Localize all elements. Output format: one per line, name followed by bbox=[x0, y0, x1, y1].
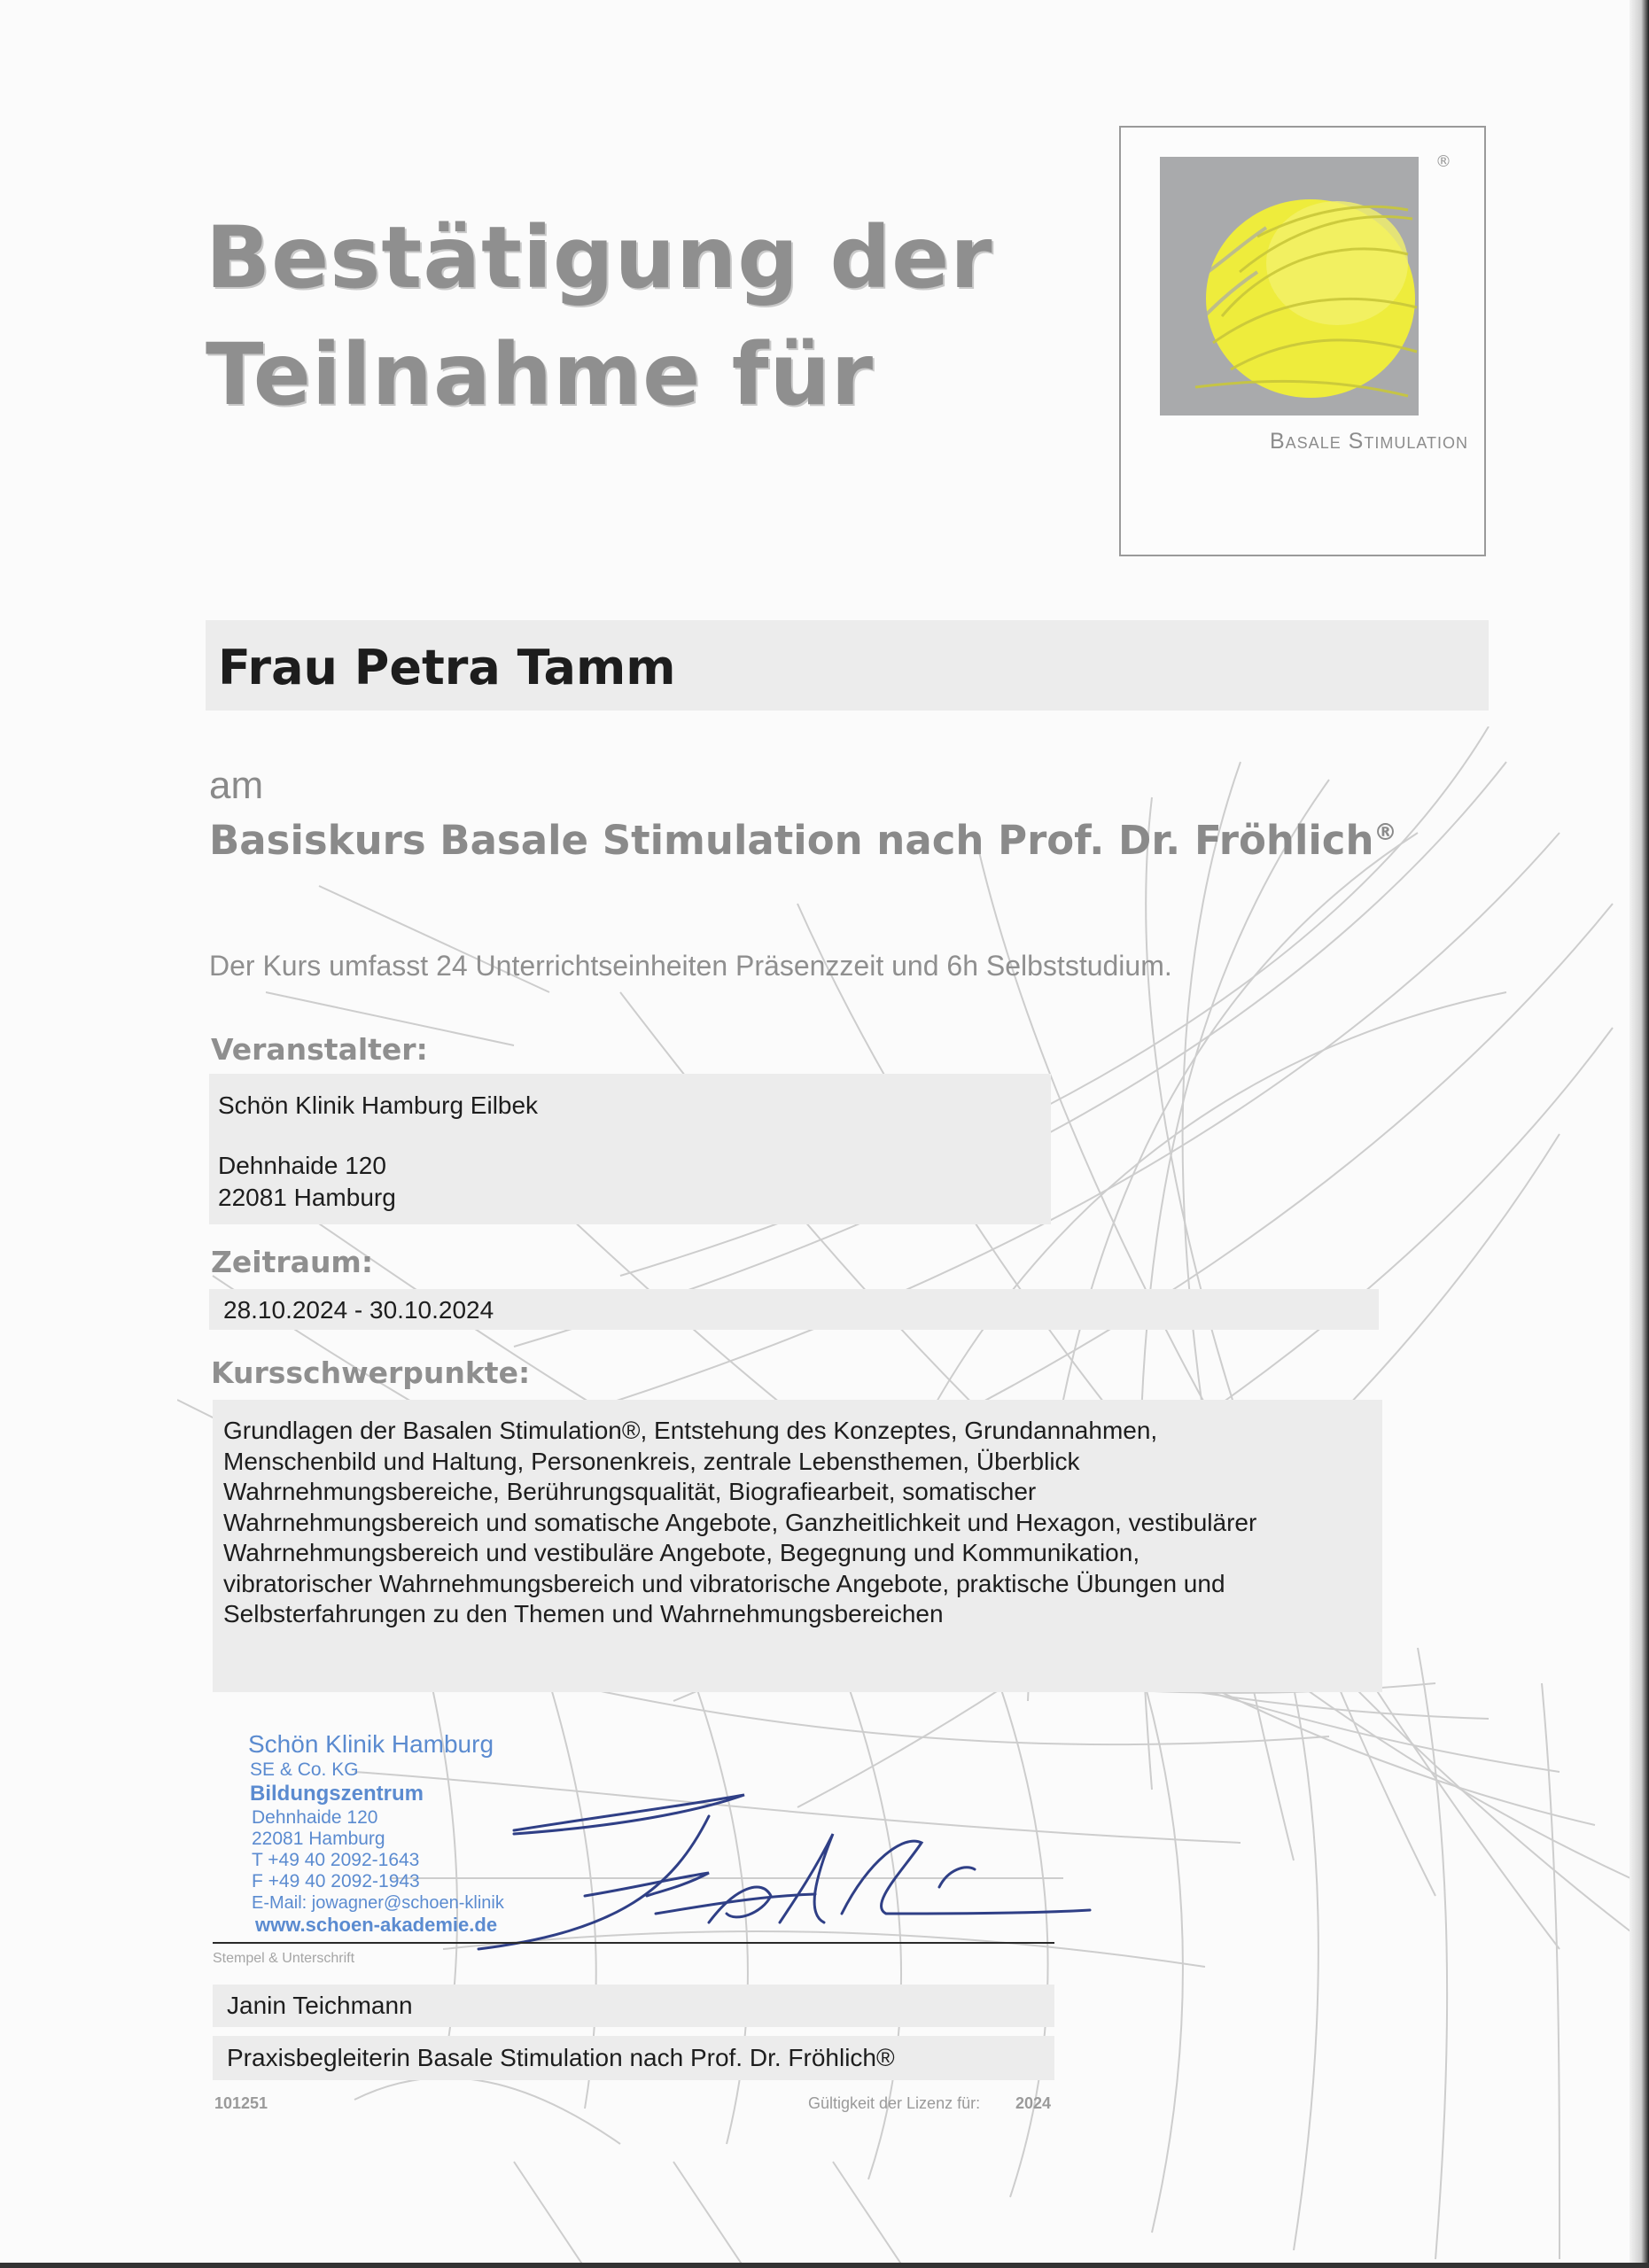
scan-edge-right bbox=[1630, 0, 1649, 2268]
period-label: Zeitraum: bbox=[211, 1245, 374, 1279]
stamp-line: Bildungszentrum bbox=[250, 1782, 424, 1806]
scan-edge-bottom bbox=[0, 2263, 1649, 2268]
participant-name: Frau Petra Tamm bbox=[218, 640, 676, 695]
stamp-line: T +49 40 2092-1643 bbox=[252, 1850, 420, 1870]
focus-line: Selbsterfahrungen zu den Themen und Wahrnehmungsbereichen bbox=[223, 1600, 944, 1627]
title-line-1: Bestätigung der bbox=[206, 208, 993, 307]
focus-text bbox=[223, 1416, 1375, 1630]
signature-caption: Stempel & Unterschrift bbox=[213, 1951, 355, 1966]
organizer-label: Veranstalter: bbox=[211, 1032, 428, 1067]
license-label: Gültigkeit der Lizenz für: bbox=[808, 2094, 981, 2112]
stamp-line: www.schoen-akademie.de bbox=[255, 1914, 498, 1936]
course-title-text: Basiskurs Basale Stimulation nach Prof. Dr. Fröhlich bbox=[209, 817, 1374, 864]
logo-text: Basale Stimulation bbox=[1270, 429, 1468, 454]
focus-line: Wahrnehmungsbereich und somatische Angebote, Ganzheitlichkeit und Hexagon, vestibulärer bbox=[223, 1508, 1257, 1536]
stamp-line: SE & Co. KG bbox=[250, 1759, 359, 1780]
course-scope-info: Der Kurs umfasst 24 Unterrichtseinheiten Präsenzzeit und 6h Selbststudium. bbox=[209, 950, 1172, 982]
organizer-street: Dehnhaide 120 bbox=[218, 1152, 386, 1179]
focus-line: Wahrnehmungsbereiche, Berührungsqualität, Biografiearbeit, somatischer bbox=[223, 1478, 1037, 1505]
course-preposition: am bbox=[209, 764, 264, 807]
organizer-name: Schön Klinik Hamburg Eilbek bbox=[218, 1091, 539, 1119]
title-line-2: Teilnahme für bbox=[206, 325, 875, 424]
focus-line: Wahrnehmungsbereich und vestibuläre Angebote, Begegnung und Kommunikation, bbox=[223, 1539, 1140, 1566]
focus-line: Grundlagen der Basalen Stimulation®, Entstehung des Konzeptes, Grundannahmen, bbox=[223, 1417, 1158, 1444]
registered-mark: ® bbox=[1435, 152, 1451, 171]
stamp-line: Dehnhaide 120 bbox=[252, 1807, 378, 1828]
stamp-line: Schön Klinik Hamburg bbox=[248, 1730, 494, 1758]
certificate-number: 101251 bbox=[214, 2094, 268, 2112]
focus-label: Kursschwerpunkte: bbox=[211, 1355, 531, 1390]
focus-line: vibratorischer Wahrnehmungsbereich und vibratorische Angebote, praktische Übungen und bbox=[223, 1569, 1225, 1597]
yellow-scribble-icon bbox=[1160, 157, 1419, 416]
stamp-line: 22081 Hamburg bbox=[252, 1829, 385, 1849]
stamp-line: F +49 40 2092-1943 bbox=[252, 1871, 420, 1891]
focus-line: Menschenbild und Haltung, Personenkreis, zentrale Lebensthemen, Überblick bbox=[223, 1447, 1080, 1475]
signer-role: Praxisbegleiterin Basale Stimulation nach Prof. Dr. Fröhlich® bbox=[227, 2044, 895, 2071]
signer-name: Janin Teichmann bbox=[227, 1992, 413, 2019]
organizer-city: 22081 Hamburg bbox=[218, 1184, 396, 1211]
license-year: 2024 bbox=[1015, 2094, 1052, 2112]
course-title bbox=[209, 817, 1397, 864]
signature-line bbox=[213, 1942, 1054, 1944]
stamp-line: E-Mail: jowagner@schoen-klinik bbox=[252, 1893, 504, 1913]
certificate-title bbox=[206, 199, 993, 433]
handwritten-signature bbox=[443, 1781, 1116, 1976]
period-value: 28.10.2024 - 30.10.2024 bbox=[223, 1296, 494, 1324]
basale-stimulation-logo bbox=[1119, 126, 1486, 556]
course-registered-mark: ® bbox=[1373, 819, 1397, 846]
